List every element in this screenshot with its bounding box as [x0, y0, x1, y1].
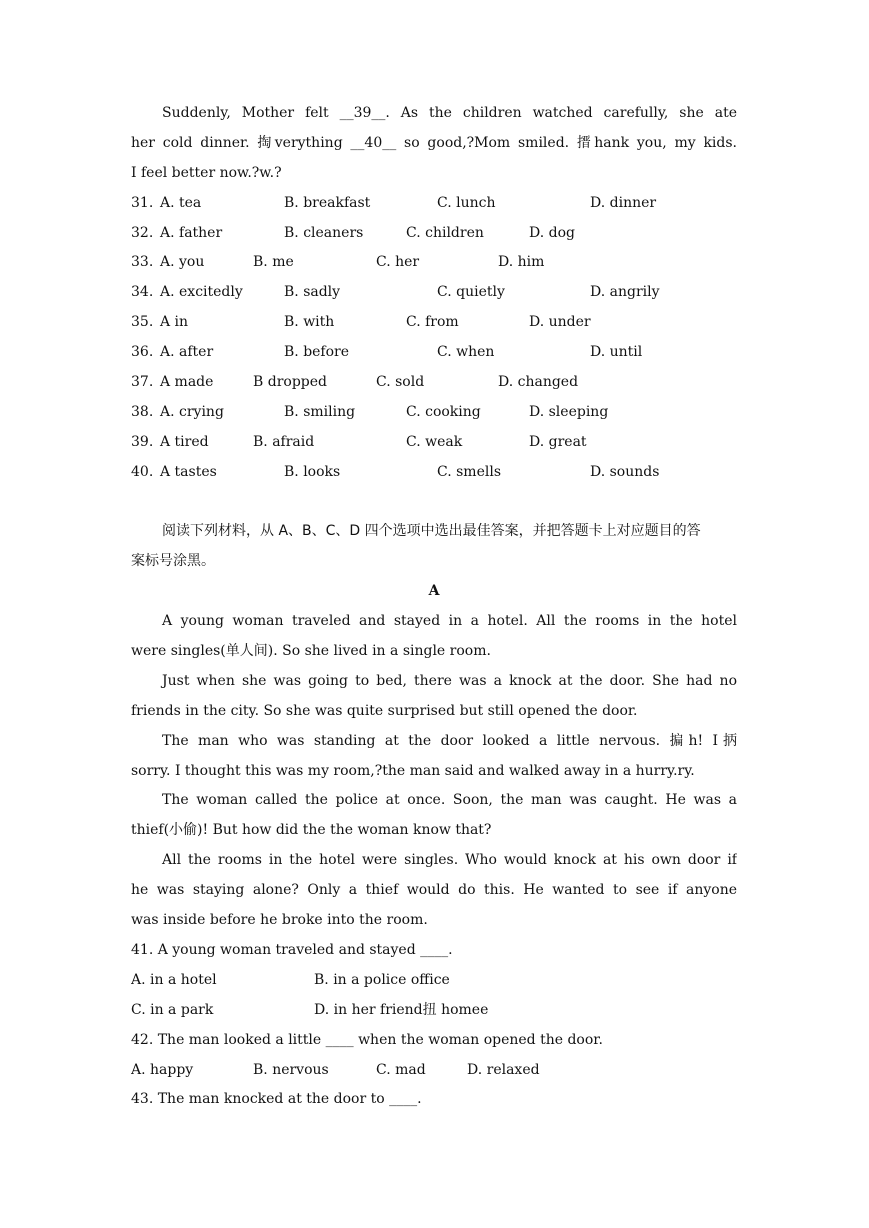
question-number: 31. [131, 194, 154, 211]
cloze-item-39 [131, 428, 737, 458]
option-a: A. crying [160, 403, 224, 420]
option-c: C. her [376, 254, 420, 271]
passage-line: was inside before he broke into the room. [131, 912, 428, 929]
passage-line: Suddenly, Mother felt __39__. As the children watched carefully, she ate [162, 105, 737, 121]
option-c: C. smells [437, 463, 501, 480]
option-b: B. nervous [253, 1061, 329, 1078]
cloze-item-40 [131, 458, 737, 488]
option-c: C. weak [406, 433, 463, 450]
option-b: B. sadly [284, 284, 341, 301]
question-number: 32. [131, 224, 154, 241]
option-a: A. tea [160, 194, 202, 211]
option-a: A made [160, 374, 214, 391]
option-d: D. until [590, 344, 643, 361]
question-42-options [131, 1056, 737, 1086]
passage-line: her cold dinner. 掏verything __40__ so good,?Mom smiled. 搢hank you, my kids. [131, 134, 737, 151]
passage-line: I feel better now.?w.? [131, 164, 282, 181]
question-41-options [131, 966, 737, 996]
cloze-item-33 [131, 248, 737, 278]
option-a: A tastes [160, 463, 217, 480]
question-41: 41. A young woman traveled and stayed ____. [131, 941, 453, 958]
option-c: C. lunch [437, 194, 496, 211]
option-a: A. after [160, 344, 214, 361]
passage-line: A young woman traveled and stayed in a hotel. All the rooms in the hotel [162, 613, 737, 630]
option-a: A. in a hotel [131, 971, 217, 988]
passage-line: The woman called the police at once. Soon, the man was caught. He was a [162, 792, 737, 809]
passage-line: All the rooms in the hotel were singles. Who would knock at his own door if [162, 852, 737, 869]
passage-line: Just when she was going to bed, there was a knock at the door. She had no [162, 672, 737, 689]
section-heading [131, 488, 737, 518]
passage-line: thief(小偷)! But how did the the woman know that? [131, 822, 492, 839]
passage-line: The man who was standing at the door looked a little nervous. 揙h! I抦 [162, 732, 737, 749]
option-d: D. changed [498, 374, 579, 391]
option-b: B dropped [253, 374, 327, 391]
option-b: B. breakfast [284, 194, 371, 211]
passage-label: A [428, 583, 440, 600]
option-d: D. relaxed [467, 1061, 540, 1078]
option-d: D. under [529, 314, 591, 331]
option-c: C. when [437, 344, 495, 361]
question-number: 39. [131, 433, 154, 450]
option-b: B. before [284, 344, 350, 361]
option-b: B. with [284, 314, 335, 331]
option-c: C. cooking [406, 403, 481, 420]
option-c: C. in a park [131, 1001, 214, 1018]
question-number: 38. [131, 403, 154, 420]
cloze-item-35 [131, 308, 737, 338]
option-c: C. from [406, 314, 459, 331]
option-b: B. in a police office [314, 971, 450, 988]
cloze-item-31 [131, 189, 737, 219]
option-d: D. sleeping [529, 403, 609, 420]
option-b: B. smiling [284, 403, 356, 420]
section-instruction: 阅读下列材料，从 A、B、C、D 四个选项中选出最佳答案，并把答题卡上对应题目的答 [162, 523, 701, 540]
option-d: D. him [498, 254, 545, 271]
option-c: C. mad [376, 1061, 426, 1078]
question-41-options [131, 996, 737, 1026]
option-c: C. sold [376, 374, 425, 391]
question-number: 40. [131, 463, 154, 480]
option-d: D. angrily [590, 284, 660, 301]
section-instruction: 案标号涂黑。 [131, 553, 215, 570]
option-a: A in [160, 314, 189, 331]
option-b: B. looks [284, 463, 341, 480]
question-number: 33. [131, 254, 154, 271]
option-d: D. dog [529, 224, 575, 241]
cloze-item-36 [131, 338, 737, 368]
question-43: 43. The man knocked at the door to ____. [131, 1091, 422, 1108]
option-c: C. quietly [437, 284, 505, 301]
option-a: A. you [160, 254, 205, 271]
cloze-item-38 [131, 398, 737, 428]
passage-line: were singles(单人间). So she lived in a single room. [131, 643, 491, 660]
option-d: D. sounds [590, 463, 660, 480]
cloze-item-34 [131, 278, 737, 308]
passage-line: sorry. I thought this was my room,?the man said and walked away in a hurry.ry. [131, 762, 695, 779]
option-d: D. dinner [590, 194, 657, 211]
option-b: B. cleaners [284, 224, 364, 241]
option-a: A tired [160, 433, 209, 450]
option-a: A. father [160, 224, 223, 241]
question-number: 34. [131, 284, 154, 301]
option-d: D. great [529, 433, 587, 450]
document-page [131, 99, 737, 1115]
question-number: 37. [131, 374, 154, 391]
passage-line: he was staying alone? Only a thief would do this. He wanted to see if anyone [131, 882, 737, 899]
question-number: 35. [131, 314, 154, 331]
option-a: A. happy [131, 1061, 194, 1078]
cloze-item-37 [131, 368, 737, 398]
cloze-item-32 [131, 219, 737, 249]
option-a: A. excitedly [160, 284, 243, 301]
option-b: B. me [253, 254, 294, 271]
option-b: B. afraid [253, 433, 315, 450]
passage-line: friends in the city. So she was quite surprised but still opened the door. [131, 702, 638, 719]
question-number: 36. [131, 344, 154, 361]
question-42: 42. The man looked a little ____ when the woman opened the door. [131, 1031, 603, 1048]
option-c: C. children [406, 224, 484, 241]
option-d: D. in her friend扭 homee [314, 1001, 489, 1018]
